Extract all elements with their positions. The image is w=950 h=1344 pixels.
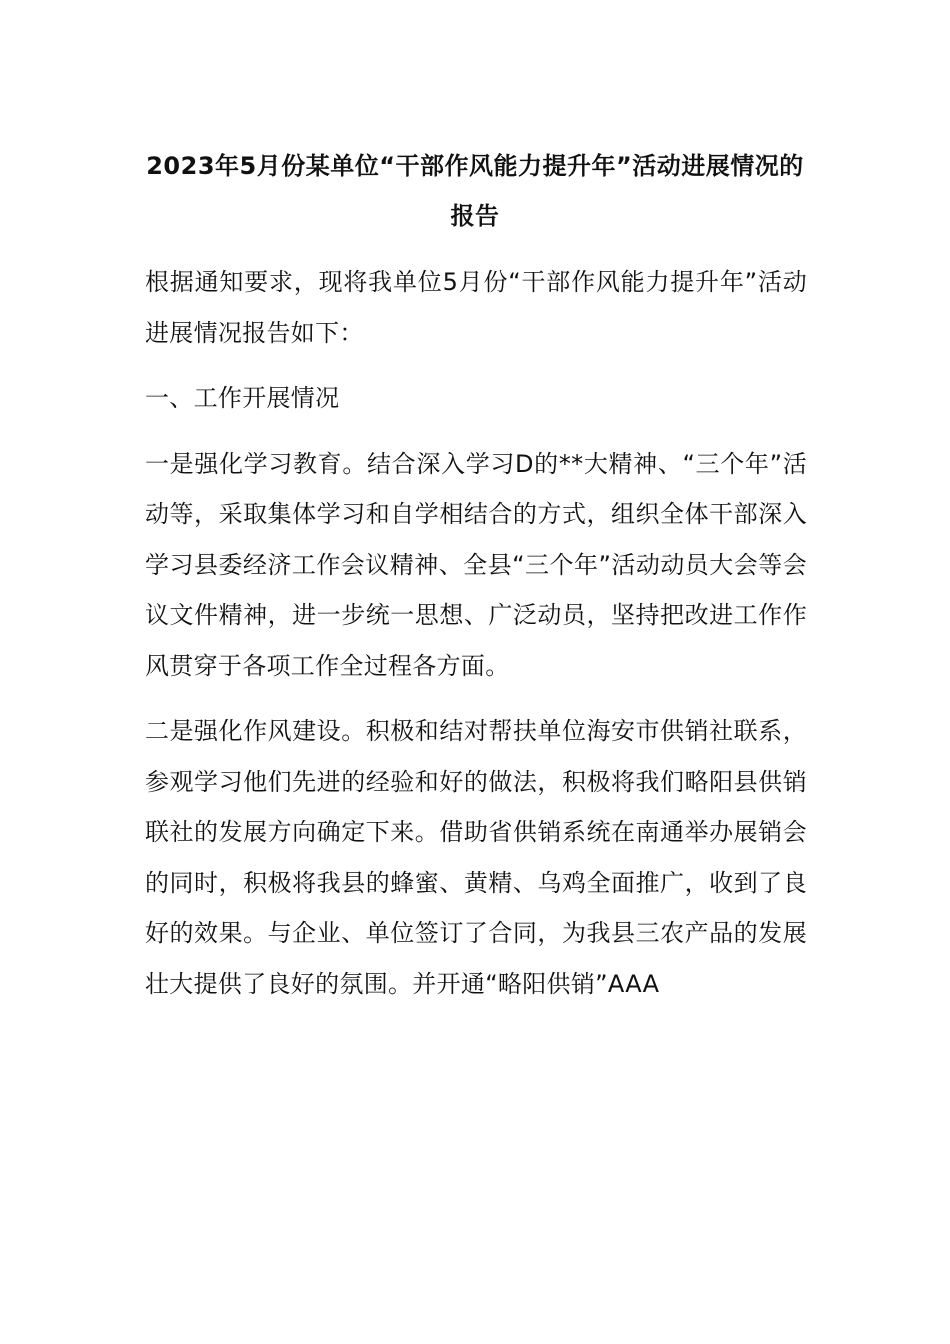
section-heading: 一、工作开展情况 <box>145 384 340 412</box>
paragraph-work-style: 二是强化作风建设。积极和结对帮扶单位海安市供销社联系，参观学习他们先进的经验和好的做法，积极将我们略阳县供销联社的发展方向确定下来。借助省供销系统在南通举办展销会的同时，积极将我县的蜂蜜、黄精、乌鸡全面推广，收到了良好的效果。与企业、单位签订了合同，为我县三农产品的发展壮大提供了良好的氛围。并开通“略阳供销”AAA <box>145 717 807 998</box>
intro-paragraph: 根据通知要求，现将我单位5月份“干部作风能力提升年”活动进展情况报告如下： <box>145 268 807 347</box>
document-title: 2023年5月份某单位“干部作风能力提升年”活动进展情况的报告 <box>146 152 804 230</box>
paragraph-study-education: 一是强化学习教育。结合深入学习D的**大精神、“三个年”活动等，采取集体学习和自学相结合的方式，组织全体干部深入学习县委经济工作会议精神、全县“三个年”活动动员大会等会议文件精神，进一步统一思想、广泛动员，坚持把改进工作作风贯穿于各项工作全过程各方面。 <box>145 449 807 680</box>
document-body <box>145 257 807 1024</box>
